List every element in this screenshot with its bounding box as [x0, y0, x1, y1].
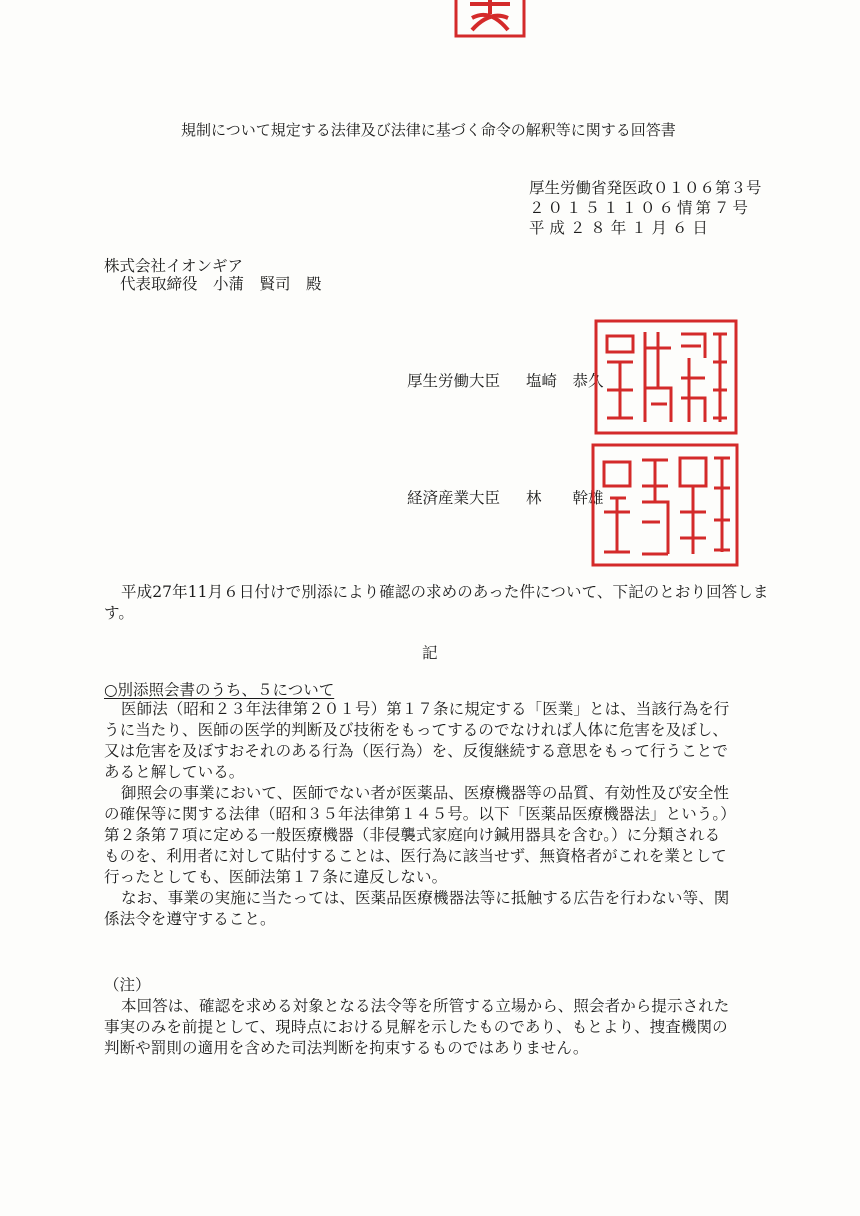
section-line: あると解している。 — [104, 763, 245, 781]
sender-meti-title: 経済産業大臣 — [407, 489, 501, 507]
section-line: なお、事業の実施に当たっては、医薬品医療機器法等に抵触する広告を行わない等、関 — [121, 889, 730, 907]
reference-number-meti: ２０１５１１０６情第７号 — [529, 199, 752, 217]
section-heading: ○別添照会書のうち、５について — [104, 681, 335, 699]
section-line: 医師法（昭和２３年法律第２０１号）第１７条に規定する「医業」とは、当該行為を行 — [121, 700, 730, 718]
sender-mhlw-name: 塩崎 恭久 — [526, 372, 604, 390]
note-line: 事実のみを前提として、現時点における見解を示したものであり、もとより、捜査機関の — [104, 1018, 728, 1036]
section-line: 御照会の事業において、医師でない者が医薬品、医療機器等の品質、有効性及び安全性 — [121, 784, 730, 802]
mhlw-minister-seal — [593, 318, 739, 436]
reference-number-mhlw: 厚生労働省発医政０１０６第３号 — [529, 179, 762, 197]
ki-heading: 記 — [422, 644, 438, 662]
document-title: 規制について規定する法律及び法律に基づく命令の解釈等に関する回答書 — [181, 121, 676, 139]
note-line: 判断や罰則の適用を含めた司法判断を拘束するものではありません。 — [104, 1039, 589, 1057]
recipient-company: 株式会社イオンギア — [104, 257, 244, 275]
section-line: ものを、利用者に対して貼付することは、医行為に該当せず、無資格者がこれを業として — [104, 847, 727, 865]
sender-meti-name: 林 幹雄 — [526, 489, 604, 507]
section-line: の確保等に関する法律（昭和３５年法律第１４５号。以下「医薬品医療機器法」という。） — [104, 805, 736, 823]
section-line: 又は危害を及ぼすおそれのある行為（医行為）を、反復継続する意思をもって行うことで — [104, 742, 729, 760]
section-line: 係法令を遵守すること。 — [104, 910, 276, 928]
note-line: 本回答は、確認を求める対象となる法令等を所管する立場から、照会者から提示された — [121, 997, 730, 1015]
meti-minister-seal — [590, 442, 740, 568]
sender-mhlw-title: 厚生労働大臣 — [407, 372, 501, 390]
section-line: うに当たり、医師の医学的判断及び技術をもってするのでなければ人体に危害を及ぼし、 — [104, 721, 729, 739]
intro-line-1: 平成27年11月６日付けで別添により確認の求めのあった件について、下記のとおり回答しま — [121, 583, 769, 601]
issue-date: 平 成 ２ ８ 年 １ 月 ６ 日 — [529, 219, 708, 237]
section-line: 第２条第７項に定める一般医療機器（非侵襲式家庭向け鍼用器具を含む。）に分類される — [104, 826, 721, 844]
top-stamp-seal — [450, 0, 530, 42]
section-line: 行ったとしても、医師法第１７条に違反しない。 — [104, 868, 448, 886]
intro-line-2: す。 — [104, 604, 134, 622]
note-label: （注） — [104, 976, 151, 994]
recipient-person: 代表取締役 小蒲 賢司 殿 — [120, 275, 322, 293]
